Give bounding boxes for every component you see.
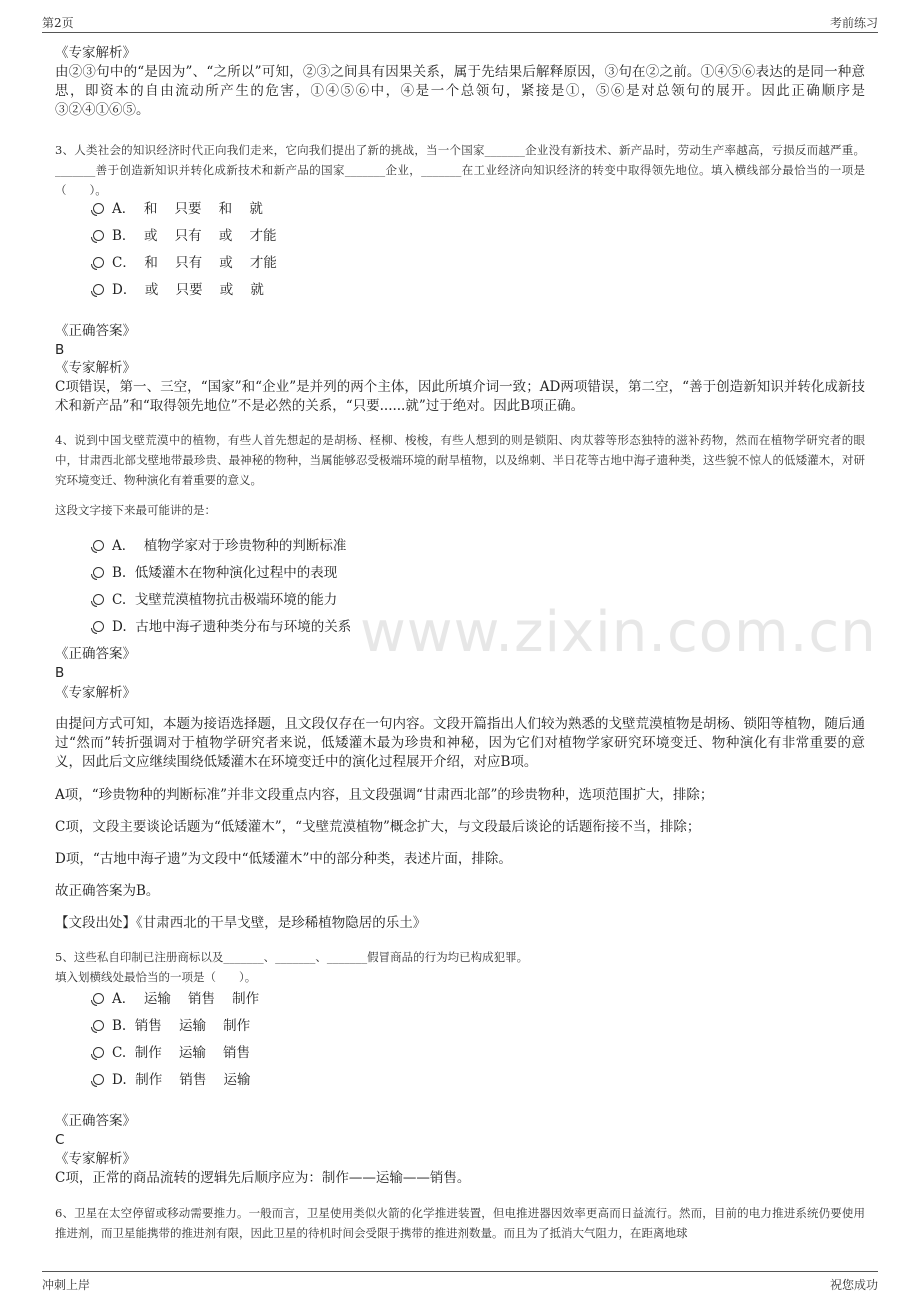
question-3-option-d[interactable]: D． 或 只要 或 就	[93, 280, 264, 300]
expert-analysis-conclusion: 故正确答案为B。	[55, 883, 160, 899]
question-4-option-a[interactable]: A． 植物学家对于珍贵物种的判断标准	[93, 536, 346, 556]
question-4-ask: 这段文字接下来最可能讲的是：	[55, 503, 216, 517]
correct-answer: B	[55, 342, 65, 358]
radio-icon[interactable]	[93, 567, 104, 578]
question-3-option-c[interactable]: C． 和 只有 或 才能	[93, 253, 277, 273]
correct-answer-label: 《正确答案》	[55, 323, 136, 339]
radio-icon[interactable]	[93, 993, 104, 1004]
expert-analysis-text: C项错误，第一、三空，“国家”和“企业”是并列的两个主体，因此所填介词一致；AD两项错误，第二空，“善于创造新知识并转化成新技术和新产品”和“取得领先地位”不是必然的关系，“只要......就”过于绝对。因此B项正确。	[55, 379, 865, 414]
expert-analysis-paragraph: D项，“古地中海孑遗”为文段中“低矮灌木”中的部分种类，表述片面，排除。	[55, 851, 512, 867]
expert-analysis-text: C项，正常的商品流转的逻辑先后顺序应为：制作——运输——销售。	[55, 1170, 471, 1186]
expert-analysis-paragraph: 由提问方式可知，本题为接语选择题，且文段仅存在一句内容。文段开篇指出人们较为熟悉的戈壁荒漠植物是胡杨、锁阳等植物，随后通过“然而”转折强调对于植物学研究者来说，低矮灌木最为珍贵和神秘，因为它们对植物学家研究环境变迁、物种演化有非常重要的意义，因此后文应继续围绕低矮灌木在环境变迁中的演化过程展开介绍，对应B项。	[55, 716, 865, 770]
question-5-option-b[interactable]: B. 销售 运输 制作	[93, 1016, 250, 1036]
header-rule	[42, 32, 878, 33]
question-4-option-c[interactable]: C. 戈壁荒漠植物抗击极端环境的能力	[93, 590, 337, 610]
expert-analysis-label: 《专家解析》	[55, 360, 136, 376]
question-4-option-b[interactable]: B. 低矮灌木在物种演化过程中的表现	[93, 563, 337, 583]
page-number: 第2页	[42, 16, 74, 30]
question-4-option-d[interactable]: D. 古地中海孑遗种类分布与环境的关系	[93, 617, 351, 637]
correct-answer-label: 《正确答案》	[55, 646, 136, 662]
question-4-stem: 4、说到中国戈壁荒漠中的植物，有些人首先想起的是胡杨、柽柳、梭梭，有些人想到的则是锁阳、肉苁蓉等形态独特的滋补药物，然而在植物学研究者的眼中，甘肃西北部戈壁地带最珍贵、最神秘的物种，当属能够忍受极端环境的耐旱植物，以及绵刺、半日花等古地中海孑遗种类，这些貌不惊人的低矮灌木，对研究环境变迁、物种演化有着重要的意义。	[55, 433, 865, 487]
expert-analysis-label: 《专家解析》	[55, 685, 136, 701]
passage-source: 【文段出处】《甘肃西北的干旱戈壁，是珍稀植物隐居的乐土》	[55, 915, 427, 931]
footer-right-text: 祝您成功	[829, 1278, 878, 1292]
radio-icon[interactable]	[93, 1074, 104, 1085]
radio-icon[interactable]	[93, 203, 104, 214]
footer-rule	[42, 1271, 878, 1272]
header-title: 考前练习	[829, 16, 878, 30]
question-5-option-a[interactable]: A． 运输 销售 制作	[93, 989, 259, 1009]
question-3-option-a[interactable]: A． 和 只要 和 就	[93, 199, 263, 219]
radio-icon[interactable]	[93, 230, 104, 241]
expert-analysis-paragraph: C项，文段主要谈论话题为“低矮灌木”，“戈壁荒漠植物”概念扩大，与文段最后谈论的话题衔接不当，排除；	[55, 819, 701, 835]
radio-icon[interactable]	[93, 621, 104, 632]
question-6-stem: 6、卫星在太空停留或移动需要推力。一般而言，卫星使用类似火箭的化学推进装置，但电推进器因效率更高而日益流行。然而，目前的电力推进系统仍要使用推进剂，而卫星能携带的推进剂有限，因此卫星的待机时间会受限于携带的推进剂数量。而且为了抵消大气阻力，在距离地球	[55, 1206, 865, 1240]
question-3-stem: 3、人类社会的知识经济时代正向我们走来，它向我们提出了新的挑战，当一个国家_______企业没有新技术、新产品时，劳动生产率越高，亏损反而越严重。_______善于创造新知识并转化成新技术和新产品的国家_______企业，_______在工业经济向知识经济的转变中取得领先地位。填入横线部分最恰当的一项是（ ）。	[55, 143, 865, 197]
correct-answer-label: 《正确答案》	[55, 1113, 136, 1129]
expert-analysis-paragraph: A项，“珍贵物种的判断标准”并非文段重点内容，且文段强调“甘肃西北部”的珍贵物种，选项范围扩大，排除；	[55, 787, 714, 803]
watermark: www.zixin.com.cn	[360, 600, 877, 665]
question-5-stem: 5、这些私自印制已注册商标以及_______、_______、_______假冒商品的行为均已构成犯罪。	[55, 950, 529, 964]
page-header	[42, 12, 878, 32]
page-footer	[42, 1276, 878, 1296]
expert-analysis-text: 由②③句中的“是因为”、“之所以”可知，②③之间具有因果关系，属于先结果后解释原因，③句在②之前。①④⑤⑥表达的是同一种意思，即资本的自由流动所产生的危害，①④⑤⑥中，④是一个总领句，紧接是①，⑤⑥是对总领句的展开。因此正确顺序是③②④①⑥⑤。	[55, 64, 865, 118]
radio-icon[interactable]	[93, 594, 104, 605]
radio-icon[interactable]	[93, 284, 104, 295]
question-5-option-d[interactable]: D. 制作 销售 运输	[93, 1070, 251, 1090]
radio-icon[interactable]	[93, 1047, 104, 1058]
radio-icon[interactable]	[93, 540, 104, 551]
radio-icon[interactable]	[93, 257, 104, 268]
question-5-option-c[interactable]: C. 制作 运输 销售	[93, 1043, 250, 1063]
expert-analysis-label: 《专家解析》	[55, 1151, 136, 1167]
question-5-ask: 填入划横线处最恰当的一项是（ ）。	[55, 970, 257, 984]
correct-answer: B	[55, 665, 65, 681]
footer-left-text: 冲刺上岸	[42, 1278, 91, 1292]
correct-answer: C	[55, 1132, 65, 1148]
radio-icon[interactable]	[93, 1020, 104, 1031]
expert-analysis-label: 《专家解析》	[55, 45, 136, 61]
question-3-option-b[interactable]: B． 或 只有 或 才能	[93, 226, 277, 246]
